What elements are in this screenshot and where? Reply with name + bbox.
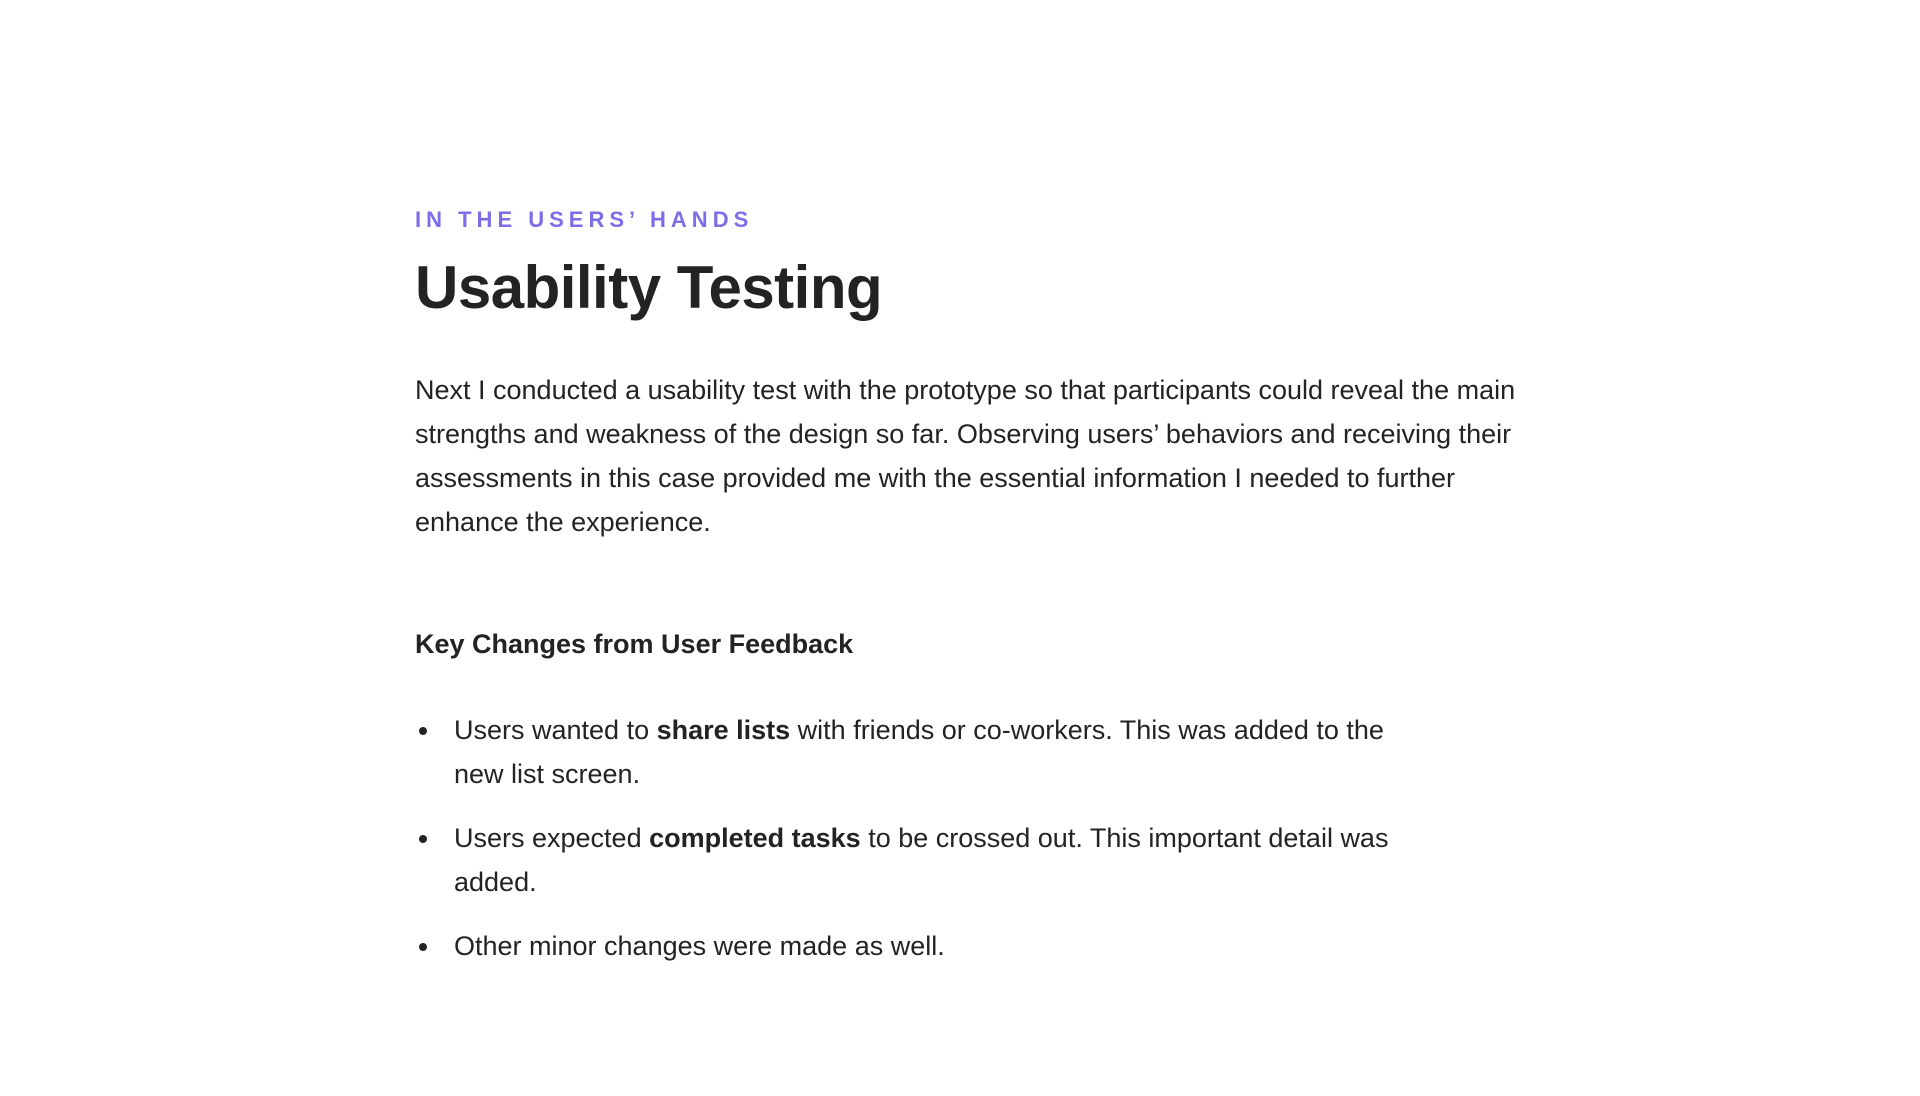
list-item-text: Users expected [454, 823, 650, 853]
list-item [415, 816, 1415, 904]
bullet-icon [419, 943, 427, 951]
list-item [415, 708, 1415, 796]
list-item-highlight: share lists [656, 715, 791, 745]
list-item-text: Other minor changes were made as well. [454, 931, 945, 961]
key-changes-heading: Key Changes from User Feedback [415, 629, 854, 659]
intro-paragraph: Next I conducted a usability test with the prototype so that participants could reveal the main strengths and weakness of the design so far. Observing users’ behaviors and receiving their assessments in this case provided me with the essential information I needed to further enhance the experience. [415, 375, 1516, 537]
page-title: Usability Testing [415, 254, 883, 321]
list-item-text: Users wanted to [454, 715, 657, 745]
list-item [415, 924, 1415, 968]
bullet-icon [419, 727, 427, 735]
list-item-highlight: completed tasks [649, 823, 861, 853]
usability-testing-section [415, 200, 1515, 988]
section-eyebrow: IN THE USERS’ HANDS [415, 207, 754, 232]
key-changes-list [415, 708, 1415, 968]
list-item-text: with friends or co-workers. This was added to the new list screen. [454, 715, 1384, 789]
list-item-text: to be crossed out. This important detail was added. [454, 823, 1389, 897]
bullet-icon [419, 835, 427, 843]
